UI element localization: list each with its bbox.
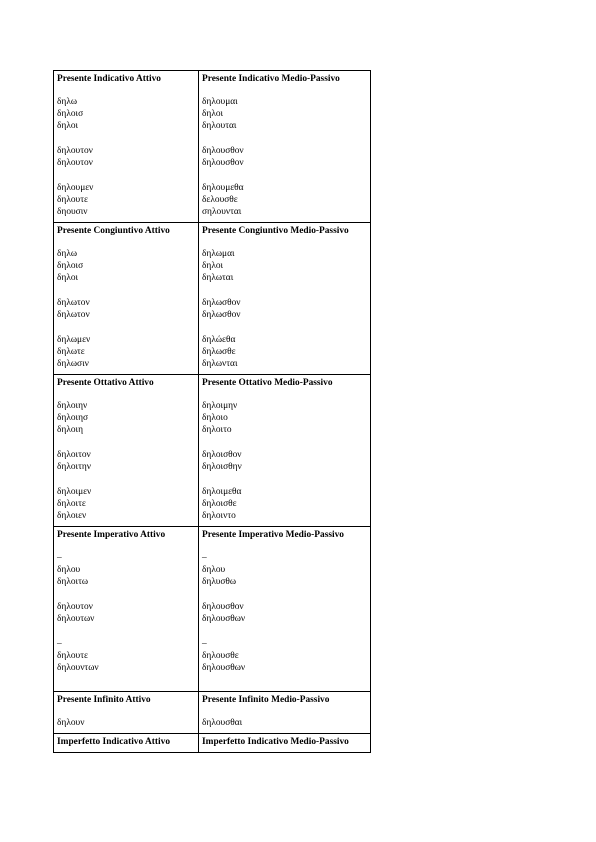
tense-heading: Presente Ottativo Medio-Passivo — [202, 378, 333, 388]
conjugation-cell-left — [54, 692, 199, 734]
conjugation-row — [54, 375, 371, 527]
conjugation-cell-right — [199, 692, 371, 734]
verb-form: δηλοι — [57, 273, 79, 283]
verb-form: – — [57, 639, 62, 649]
conjugation-cell-left — [54, 375, 199, 527]
verb-form: – — [57, 553, 62, 563]
number-group — [57, 334, 195, 370]
number-group — [202, 96, 367, 132]
number-group — [202, 334, 367, 370]
number-group — [57, 638, 195, 674]
verb-form: δηλωται — [202, 273, 234, 283]
conjugation-cell-right — [199, 223, 371, 375]
number-group — [202, 145, 367, 169]
verb-form: δηουσιν — [57, 207, 88, 217]
verb-form: δηλουται — [202, 121, 237, 131]
verb-form: δηλοιτο — [202, 425, 232, 435]
verb-form: δηλουμεθα — [202, 183, 244, 193]
verb-form: δηλοισ — [57, 109, 84, 119]
verb-form: δηλωσθον — [202, 298, 241, 308]
verb-form: δηλωτε — [57, 347, 85, 357]
verb-form: δηλοιο — [202, 413, 228, 423]
verb-form: δηλοισ — [57, 261, 84, 271]
verb-form: – — [202, 639, 207, 649]
tense-heading: Presente Infinito Attivo — [57, 695, 151, 705]
conjugation-row — [54, 527, 371, 692]
tense-heading: Presente Congiuntivo Medio-Passivo — [202, 226, 349, 236]
number-group — [202, 248, 367, 284]
verb-form: δηλοιμεθα — [202, 487, 242, 497]
verb-form: δηλου — [202, 565, 226, 575]
number-group — [57, 145, 195, 169]
verb-form: δηλουτων — [57, 614, 95, 624]
verb-form: δηλω — [57, 97, 78, 107]
verb-form: δηλουσθαι — [202, 718, 243, 728]
number-group — [57, 297, 195, 321]
verb-form: δηλουσθων — [202, 614, 246, 624]
conjugation-row — [54, 223, 371, 375]
verb-form: δηλουμαι — [202, 97, 238, 107]
verb-form: δηλωτον — [57, 310, 90, 320]
verb-form: δηλοιησ — [57, 413, 89, 423]
number-group — [57, 400, 195, 436]
conjugation-row — [54, 734, 371, 753]
number-group — [202, 449, 367, 473]
verb-form: δηλοιεν — [57, 511, 87, 521]
spacer — [57, 674, 195, 687]
conjugation-cell-right — [199, 734, 371, 753]
conjugation-cell-right — [199, 375, 371, 527]
verb-form: δηλουτον — [57, 158, 93, 168]
conjugation-cell-right — [199, 71, 371, 223]
conjugation-row — [54, 692, 371, 734]
number-group — [57, 601, 195, 625]
verb-form: δηλωτον — [57, 298, 90, 308]
verb-form: δηλωσθον — [202, 310, 241, 320]
verb-form: δηλοιτον — [57, 450, 91, 460]
verb-form: δηλοιην — [57, 401, 88, 411]
conjugation-cell-left — [54, 527, 199, 692]
tense-heading: Imperfetto Indicativo Medio-Passivo — [202, 737, 349, 747]
verb-form: δηλωνται — [202, 359, 238, 369]
number-group — [57, 182, 195, 218]
verb-form: δηλοι — [202, 261, 224, 271]
number-group — [57, 248, 195, 284]
verb-form: – — [202, 553, 207, 563]
tense-heading: Presente Indicativo Medio-Passivo — [202, 74, 340, 84]
conjugation-cell-left — [54, 223, 199, 375]
spacer — [202, 674, 367, 687]
verb-form: δηλοιτην — [57, 462, 91, 472]
verb-form: δηλουμεν — [57, 183, 94, 193]
number-group — [202, 638, 367, 674]
tense-heading: Presente Imperativo Attivo — [57, 530, 166, 540]
verb-form: δηλουσθον — [202, 602, 244, 612]
verb-form: δηλοιντο — [202, 511, 236, 521]
number-group — [202, 297, 367, 321]
number-group — [202, 552, 367, 588]
tense-heading: Presente Indicativo Attivo — [57, 74, 161, 84]
verb-form: δηλυσθω — [202, 577, 237, 587]
verb-form: δηλωσιν — [57, 359, 89, 369]
number-group — [202, 717, 367, 729]
conjugation-cell-right — [199, 527, 371, 692]
verb-form: δηλωμεν — [57, 335, 91, 345]
number-group — [202, 400, 367, 436]
verb-form: δηλουσθον — [202, 158, 244, 168]
tense-heading: Presente Imperativo Medio-Passivo — [202, 530, 344, 540]
verb-form: δηλουσθε — [202, 651, 239, 661]
verb-form: δηλοιη — [57, 425, 83, 435]
verb-form: δηλουντων — [57, 663, 99, 673]
verb-form: δελουσθε — [202, 195, 238, 205]
verb-form: δηλοισθε — [202, 499, 237, 509]
conjugation-table — [53, 70, 371, 753]
verb-form: δηλουτον — [57, 146, 93, 156]
number-group — [202, 182, 367, 218]
verb-form: δηλοιμην — [202, 401, 238, 411]
conjugation-row — [54, 71, 371, 223]
verb-form: δηλοισθον — [202, 450, 242, 460]
number-group — [57, 552, 195, 588]
verb-form: δηλουσθον — [202, 146, 244, 156]
verb-form: δηλουτε — [57, 651, 88, 661]
verb-form: δηλοιμεν — [57, 487, 92, 497]
verb-form: δηλοιτω — [57, 577, 89, 587]
verb-form: δηλουν — [57, 718, 85, 728]
verb-form: δηλω — [57, 249, 78, 259]
number-group — [57, 96, 195, 132]
tense-heading: Presente Infinito Medio-Passivo — [202, 695, 330, 705]
verb-form: δηλώεθα — [202, 335, 236, 345]
verb-form: δηλοισθην — [202, 462, 242, 472]
verb-form: δηλουτε — [57, 195, 88, 205]
verb-form: δηλοι — [202, 109, 224, 119]
verb-form: δηλωσθε — [202, 347, 236, 357]
number-group — [202, 486, 367, 522]
number-group — [57, 449, 195, 473]
verb-form: δηλουσθων — [202, 663, 246, 673]
verb-form: σηλουνται — [202, 207, 242, 217]
verb-form: δηλοι — [57, 121, 79, 131]
number-group — [202, 601, 367, 625]
conjugation-cell-left — [54, 734, 199, 753]
number-group — [57, 486, 195, 522]
verb-form: δηλουτον — [57, 602, 93, 612]
verb-form: δηλου — [57, 565, 81, 575]
tense-heading: Presente Ottativo Attivo — [57, 378, 154, 388]
verb-form: δηλωμαι — [202, 249, 235, 259]
number-group — [57, 717, 195, 729]
tense-heading: Presente Congiuntivo Attivo — [57, 226, 170, 236]
tense-heading: Imperfetto Indicativo Attivo — [57, 737, 171, 747]
conjugation-cell-left — [54, 71, 199, 223]
verb-form: δηλοιτε — [57, 499, 86, 509]
